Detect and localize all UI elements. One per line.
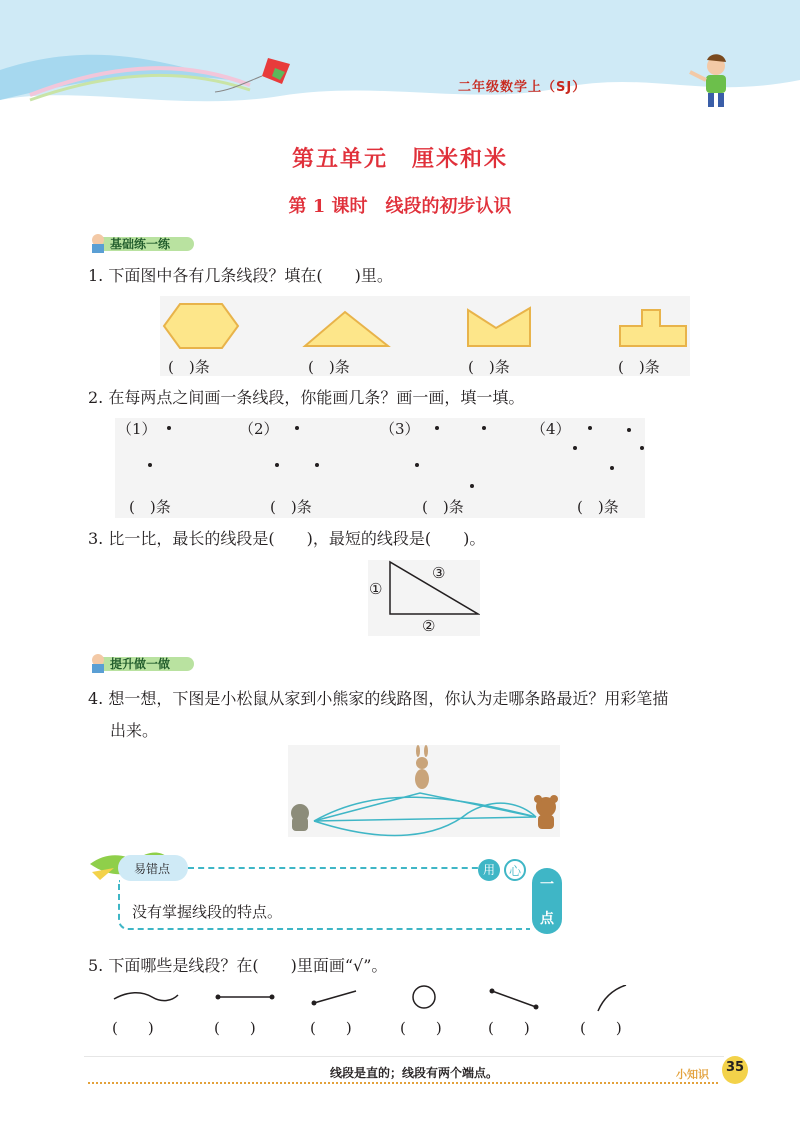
footer-divider (84, 1056, 724, 1057)
point[interactable] (640, 446, 644, 450)
question-1-shapes (160, 296, 690, 376)
question-1-blank-3[interactable]: ( )条 (468, 358, 510, 376)
badge-side (532, 868, 562, 934)
question-2-blank-2[interactable]: ( )条 (270, 498, 312, 516)
footer-note-label: 小知识 (676, 1068, 709, 1081)
question-5-blank-4[interactable]: ( ) (400, 1019, 442, 1037)
question-3-text: 3. 比一比，最长的线段是( )，最短的线段是( )。 (88, 529, 486, 548)
bear-icon (534, 795, 558, 829)
lesson-title: 第 1 课时 线段的初步认识 (288, 196, 512, 217)
route-straight (314, 817, 536, 821)
section-tag-label: 提升做一做 (110, 657, 171, 671)
badge-top-1: 用 (478, 859, 500, 881)
step-shape (620, 310, 686, 346)
question-5-blank-3[interactable]: ( ) (310, 1019, 352, 1037)
triangle-shape (305, 312, 388, 346)
point[interactable] (482, 426, 486, 430)
question-2-blank-1[interactable]: ( )条 (129, 498, 171, 516)
segment-label-1: ① (369, 580, 383, 598)
segment-label-3: ③ (432, 564, 446, 582)
question-5-blank-2[interactable]: ( ) (214, 1019, 256, 1037)
page-number: 35 (726, 1060, 745, 1075)
route-map (288, 745, 560, 837)
badge-side-2: 点 (540, 911, 554, 927)
cat-icon (291, 804, 309, 831)
segment-label-2: ② (422, 617, 436, 635)
question-4-text-line-1: 4. 想一想，下图是小松鼠从家到小熊家的线路图，你认为走哪条路最近？用彩笔描 (88, 689, 669, 708)
page-number-badge (722, 1056, 748, 1084)
point[interactable] (415, 463, 419, 467)
mistake-label-badge (118, 855, 188, 881)
question-4-figure (288, 745, 560, 837)
point[interactable] (167, 426, 171, 430)
point[interactable] (627, 428, 631, 432)
question-5-blank-1[interactable]: ( ) (112, 1019, 154, 1037)
point[interactable] (295, 426, 299, 430)
question-1-text: 1. 下面图中各有几条线段？填在( )里。 (88, 266, 393, 285)
question-2-label-4: （4） (531, 420, 571, 438)
question-3-figure (368, 560, 480, 636)
squirrel-icon (415, 745, 429, 789)
header-banner (0, 0, 800, 120)
point[interactable] (573, 446, 577, 450)
question-2-label-1: （1） (117, 420, 157, 438)
section-tag-advanced (88, 652, 188, 672)
point[interactable] (470, 484, 474, 488)
hexagon-shape (164, 304, 238, 348)
question-2-blank-4[interactable]: ( )条 (577, 498, 619, 516)
question-1-blank-2[interactable]: ( )条 (308, 358, 350, 376)
point[interactable] (275, 463, 279, 467)
question-4-text-line-2: 出来。 (110, 721, 159, 740)
question-2-blank-3[interactable]: ( )条 (422, 498, 464, 516)
section-tag-label: 基础练一练 (110, 237, 171, 251)
section-tag-basic (88, 232, 188, 252)
segment-figure-3 (490, 989, 539, 1010)
segment-figure-1 (216, 995, 275, 1000)
mistake-text: 没有掌握线段的特点。 (132, 903, 283, 921)
unit-title: 第五单元 厘米和米 (291, 147, 508, 172)
point[interactable] (610, 466, 614, 470)
badge-side-1: 一 (540, 877, 554, 893)
point[interactable] (435, 426, 439, 430)
grade-label: 二年级数学上（SJ） (458, 80, 587, 95)
mistake-box-top-border (188, 867, 488, 869)
question-5-figures (108, 985, 648, 1015)
question-1-figure (160, 296, 690, 376)
mistake-label: 易错点 (134, 862, 171, 876)
curve-figure (114, 993, 178, 1001)
question-2-text: 2. 在每两点之间画一条线段，你能画几条？画一画，填一填。 (88, 388, 525, 407)
question-2-label-2: （2） (239, 420, 279, 438)
segment-figure-2 (312, 991, 357, 1006)
question-2-figure (115, 418, 645, 518)
footer-dotted-line (88, 1082, 718, 1084)
question-2-label-3: （3） (380, 420, 420, 438)
arc-figure (598, 985, 626, 1011)
question-5-blank-6[interactable]: ( ) (580, 1019, 622, 1037)
point[interactable] (148, 463, 152, 467)
point[interactable] (315, 463, 319, 467)
circle-figure (413, 986, 435, 1008)
point[interactable] (588, 426, 592, 430)
badge-top-2: 心 (504, 859, 526, 881)
notched-shape (468, 308, 530, 346)
question-1-blank-4[interactable]: ( )条 (618, 358, 660, 376)
question-5-blank-5[interactable]: ( ) (488, 1019, 530, 1037)
question-1-blank-1[interactable]: ( )条 (168, 358, 210, 376)
question-5-text: 5. 下面哪些是线段？在( )里面画“√”。 (88, 956, 388, 975)
footer-fact: 线段是直的；线段有两个端点。 (330, 1066, 499, 1080)
